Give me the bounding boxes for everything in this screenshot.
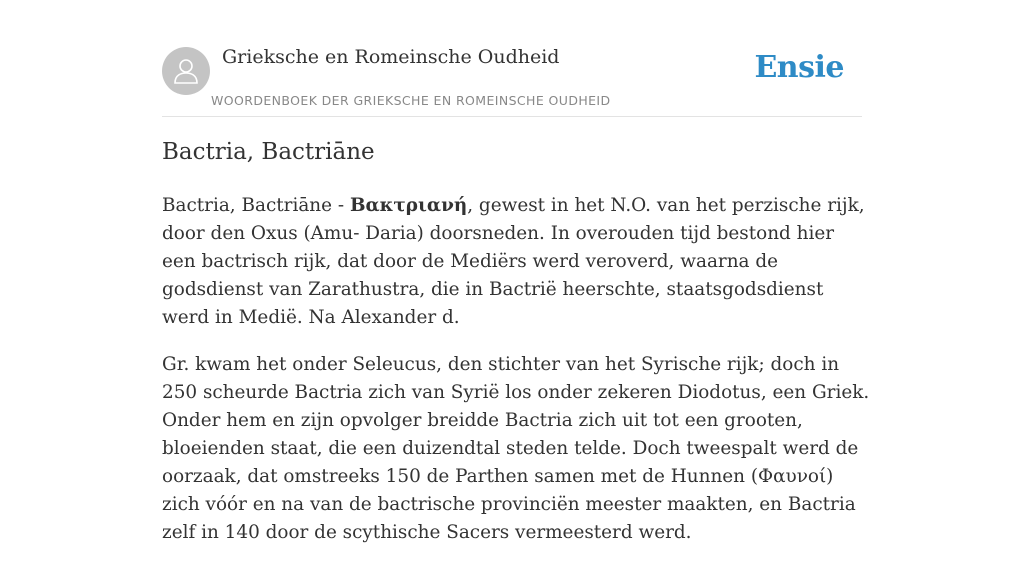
site-subtitle: WOORDENBOEK DER GRIEKSCHE EN ROMEINSCHE OUDHEID (211, 93, 611, 108)
entry-paragraph: Gr. kwam het onder Seleucus, den stichter van het Syrische rijk; doch in 250 scheurde Bactria zich van Syrië los onder zekeren Diodotus, een Griek. Onder hem en zijn opvolger breidde Bactria zich uit tot een grooten, bloeienden staat, die een duizendtal steden telde. Doch tweespalt werd de oorzaak, dat omstreeks 150 de Parthen samen met de Hunnen (Φαυνοί) zich vóór en na van de bactrische provinciën meester maakten, en Bactria zelf in 140 door de scythische Sacers vermeesterd werd. (162, 354, 870, 543)
avatar[interactable] (162, 47, 210, 95)
page (162, 0, 870, 543)
entry-text: , gewest in het N.O. van het perzische rijk, door den Oxus (Amu- Daria) doorsneden. In overouden tijd bestond hier een bactrisch rijk, dat door de Mediërs werd veroverd, waarna de godsdienst van Zarathustra, die in Bactrië heerschte, staatsgodsdienst werd in Medië. Na Alexander d. (162, 195, 865, 328)
site-title[interactable]: Grieksche en Romeinsche Oudheid (222, 46, 560, 68)
entry-paragraph (162, 192, 872, 332)
entry-body (162, 192, 872, 566)
brand-logo[interactable]: Ensie (754, 50, 844, 85)
entry-lead: Bactria, Bactriāne - (162, 195, 350, 216)
entry-title: Bactria, Bactriāne (162, 139, 375, 165)
header (162, 0, 862, 117)
user-icon (173, 57, 199, 85)
greek-term: Βακτριανή (349, 195, 468, 216)
